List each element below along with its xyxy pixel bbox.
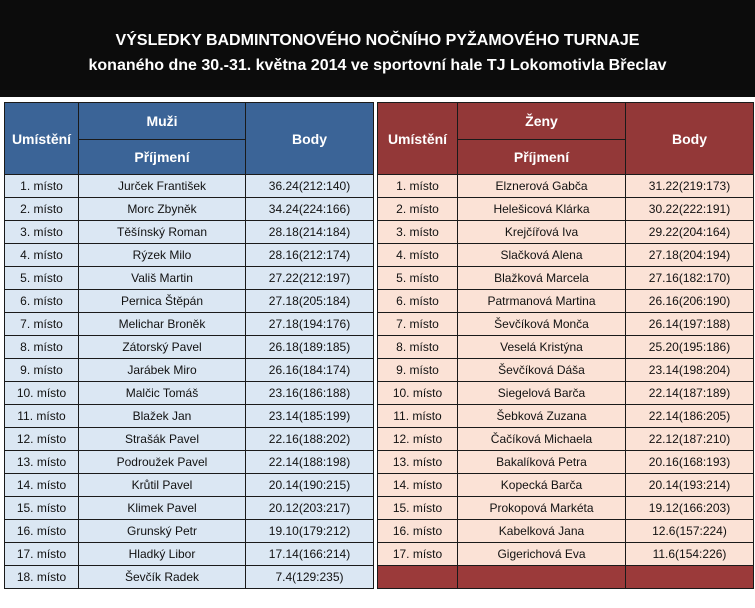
points-cell: 27.18(205:184) [246, 290, 374, 313]
men-points-header: Body [246, 103, 374, 175]
name-cell: Kabelková Jana [458, 520, 626, 543]
table-row [5, 451, 374, 474]
name-cell: Veselá Kristýna [458, 336, 626, 359]
place-cell: 11. místo [5, 405, 79, 428]
points-cell: 23.14(185:199) [246, 405, 374, 428]
place-cell: 14. místo [378, 474, 458, 497]
place-cell: 5. místo [5, 267, 79, 290]
table-row [5, 566, 374, 589]
place-cell: 13. místo [378, 451, 458, 474]
points-cell: 28.18(214:184) [246, 221, 374, 244]
place-cell: 15. místo [378, 497, 458, 520]
table-row [5, 290, 374, 313]
title-banner [0, 0, 755, 97]
place-cell: 2. místo [5, 198, 79, 221]
name-cell: Rýzek Milo [79, 244, 246, 267]
points-cell: 34.24(224:166) [246, 198, 374, 221]
women-points-header: Body [626, 103, 754, 175]
points-cell: 23.14(198:204) [626, 359, 754, 382]
points-cell: 26.16(184:174) [246, 359, 374, 382]
name-cell: Malčic Tomáš [79, 382, 246, 405]
name-cell: Strašák Pavel [79, 428, 246, 451]
table-row [5, 543, 374, 566]
name-cell: Kopecká Barča [458, 474, 626, 497]
points-cell: 27.18(194:176) [246, 313, 374, 336]
table-row [378, 566, 754, 589]
place-cell: 14. místo [5, 474, 79, 497]
place-cell: 17. místo [378, 543, 458, 566]
points-cell: 12.6(157:224) [626, 520, 754, 543]
men-surname-header: Příjmení [79, 140, 246, 175]
name-cell: Helešicová Klárka [458, 198, 626, 221]
table-row [5, 359, 374, 382]
table-row [378, 267, 754, 290]
name-cell: Jarábek Miro [79, 359, 246, 382]
place-cell: 8. místo [5, 336, 79, 359]
points-cell: 25.20(195:186) [626, 336, 754, 359]
place-cell: 15. místo [5, 497, 79, 520]
name-cell: Elznerová Gabča [458, 175, 626, 198]
place-cell: 12. místo [5, 428, 79, 451]
place-cell: 7. místo [378, 313, 458, 336]
table-row [378, 451, 754, 474]
men-table-body [5, 175, 374, 589]
table-row [378, 313, 754, 336]
table-row [5, 520, 374, 543]
points-cell: 26.18(189:185) [246, 336, 374, 359]
points-cell: 11.6(154:226) [626, 543, 754, 566]
name-cell: Jurček František [79, 175, 246, 198]
points-cell: 27.22(212:197) [246, 267, 374, 290]
name-cell: Klimek Pavel [79, 497, 246, 520]
table-row [378, 175, 754, 198]
table-row [5, 175, 374, 198]
table-row [378, 474, 754, 497]
place-cell: 10. místo [378, 382, 458, 405]
table-row [5, 198, 374, 221]
empty-cell [626, 566, 754, 589]
table-row [5, 428, 374, 451]
table-row [5, 474, 374, 497]
table-row [378, 221, 754, 244]
name-cell: Morc Zbyněk [79, 198, 246, 221]
name-cell: Blažek Jan [79, 405, 246, 428]
table-row [5, 221, 374, 244]
place-cell: 6. místo [5, 290, 79, 313]
name-cell: Gigerichová Eva [458, 543, 626, 566]
name-cell: Těšínský Roman [79, 221, 246, 244]
table-row [378, 520, 754, 543]
empty-cell [458, 566, 626, 589]
women-place-header: Umístění [378, 103, 458, 175]
place-cell: 11. místo [378, 405, 458, 428]
title-line-1: VÝSLEDKY BADMINTONOVÉHO NOČNÍHO PYŽAMOVÉHO TURNAJE [115, 32, 640, 49]
points-cell: 27.16(182:170) [626, 267, 754, 290]
points-cell: 22.14(187:189) [626, 382, 754, 405]
points-cell: 19.12(166:203) [626, 497, 754, 520]
men-group-header: Muži [79, 103, 246, 140]
name-cell: Patrmanová Martina [458, 290, 626, 313]
points-cell: 7.4(129:235) [246, 566, 374, 589]
table-row [5, 267, 374, 290]
name-cell: Čačíková Michaela [458, 428, 626, 451]
points-cell: 28.16(212:174) [246, 244, 374, 267]
table-row [378, 336, 754, 359]
points-cell: 20.14(190:215) [246, 474, 374, 497]
name-cell: Vališ Martin [79, 267, 246, 290]
place-cell: 17. místo [5, 543, 79, 566]
points-cell: 30.22(222:191) [626, 198, 754, 221]
place-cell: 9. místo [5, 359, 79, 382]
place-cell: 16. místo [378, 520, 458, 543]
name-cell: Krejčířová Iva [458, 221, 626, 244]
name-cell: Ševčíková Monča [458, 313, 626, 336]
place-cell: 18. místo [5, 566, 79, 589]
table-row [378, 198, 754, 221]
title-line-2: konaného dne 30.-31. května 2014 ve sportovní hale TJ Lokomotivla Břeclav [88, 57, 667, 74]
name-cell: Siegelová Barča [458, 382, 626, 405]
points-cell: 17.14(166:214) [246, 543, 374, 566]
women-group-header: Ženy [458, 103, 626, 140]
table-row [5, 313, 374, 336]
points-cell: 29.22(204:164) [626, 221, 754, 244]
place-cell: 8. místo [378, 336, 458, 359]
men-place-header: Umístění [5, 103, 79, 175]
points-cell: 22.16(188:202) [246, 428, 374, 451]
name-cell: Bakalíková Petra [458, 451, 626, 474]
table-row [378, 244, 754, 267]
women-results-table [377, 102, 754, 589]
points-cell: 20.16(168:193) [626, 451, 754, 474]
name-cell: Podroužek Pavel [79, 451, 246, 474]
place-cell: 10. místo [5, 382, 79, 405]
place-cell: 5. místo [378, 267, 458, 290]
name-cell: Prokopová Markéta [458, 497, 626, 520]
table-row [378, 405, 754, 428]
points-cell: 27.18(204:194) [626, 244, 754, 267]
place-cell: 4. místo [5, 244, 79, 267]
table-row [5, 497, 374, 520]
points-cell: 22.14(186:205) [626, 405, 754, 428]
name-cell: Šebková Zuzana [458, 405, 626, 428]
place-cell: 13. místo [5, 451, 79, 474]
name-cell: Melichar Broněk [79, 313, 246, 336]
points-cell: 22.14(188:198) [246, 451, 374, 474]
table-row [378, 359, 754, 382]
name-cell: Ševčík Radek [79, 566, 246, 589]
place-cell: 7. místo [5, 313, 79, 336]
place-cell: 2. místo [378, 198, 458, 221]
place-cell: 4. místo [378, 244, 458, 267]
table-row [5, 336, 374, 359]
name-cell: Hladký Libor [79, 543, 246, 566]
points-cell: 22.12(187:210) [626, 428, 754, 451]
table-row [5, 405, 374, 428]
name-cell: Ševčíková Dáša [458, 359, 626, 382]
place-cell: 9. místo [378, 359, 458, 382]
men-results-table [4, 102, 374, 589]
name-cell: Blažková Marcela [458, 267, 626, 290]
points-cell: 31.22(219:173) [626, 175, 754, 198]
table-row [378, 382, 754, 405]
place-cell: 3. místo [378, 221, 458, 244]
empty-cell [378, 566, 458, 589]
table-row [378, 428, 754, 451]
place-cell: 12. místo [378, 428, 458, 451]
place-cell: 16. místo [5, 520, 79, 543]
table-row [378, 543, 754, 566]
place-cell: 6. místo [378, 290, 458, 313]
name-cell: Grunský Petr [79, 520, 246, 543]
points-cell: 26.16(206:190) [626, 290, 754, 313]
place-cell: 1. místo [378, 175, 458, 198]
points-cell: 20.14(193:214) [626, 474, 754, 497]
table-row [5, 382, 374, 405]
name-cell: Zátorský Pavel [79, 336, 246, 359]
name-cell: Pernica Štěpán [79, 290, 246, 313]
women-table-body [378, 175, 754, 589]
table-row [5, 244, 374, 267]
place-cell: 3. místo [5, 221, 79, 244]
points-cell: 20.12(203:217) [246, 497, 374, 520]
table-row [378, 290, 754, 313]
points-cell: 23.16(186:188) [246, 382, 374, 405]
place-cell: 1. místo [5, 175, 79, 198]
points-cell: 19.10(179:212) [246, 520, 374, 543]
table-row [378, 497, 754, 520]
name-cell: Krůtil Pavel [79, 474, 246, 497]
points-cell: 36.24(212:140) [246, 175, 374, 198]
points-cell: 26.14(197:188) [626, 313, 754, 336]
name-cell: Slačková Alena [458, 244, 626, 267]
women-surname-header: Příjmení [458, 140, 626, 175]
